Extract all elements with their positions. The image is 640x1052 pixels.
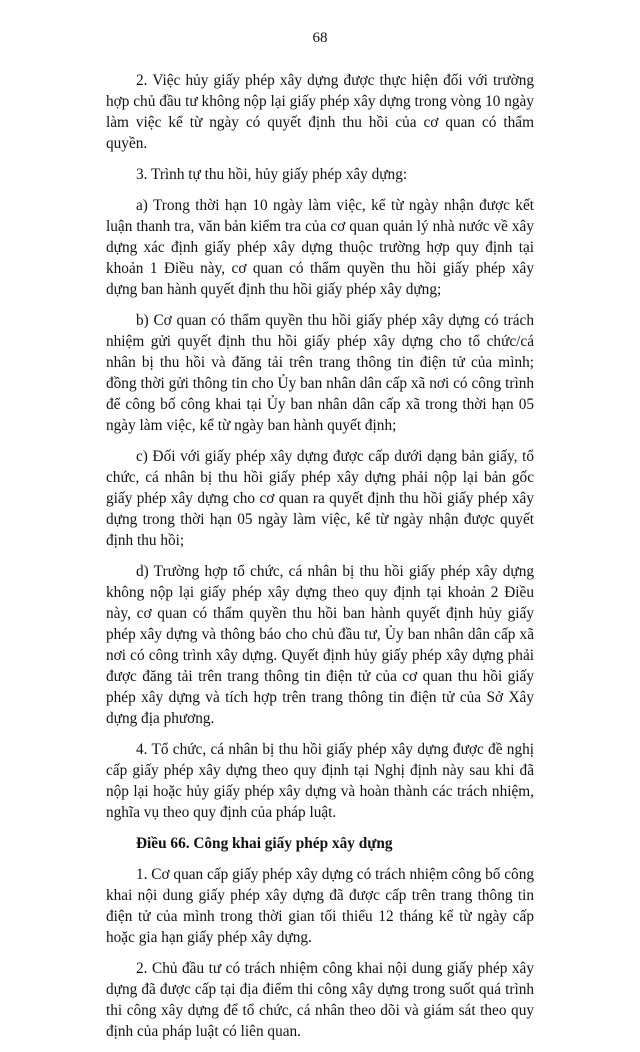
paragraph-clause-3: 3. Trình tự thu hồi, hủy giấy phép xây dựng: [136, 166, 408, 183]
paragraph-clause-2: 2. Việc hủy giấy phép xây dựng được thực hiện đối với trường hợp chủ đầu tư không nộp lại giấy phép xây dựng trong vòng 10 ngày làm việc kể từ ngày có quyết định thu hồi của cơ quan có thẩm quyền. [106, 72, 534, 152]
paragraph-point-a: a) Trong thời hạn 10 ngày làm việc, kể từ ngày nhận được kết luận thanh tra, văn bản kiểm tra của cơ quan quản lý nhà nước về xây dựng xác định giấy phép xây dựng thuộc trường hợp quy định tại khoản 1 Điều này, cơ quan có thẩm quyền thu hồi giấy phép xây dựng ban hành quyết định thu hồi giấy phép xây dựng; [106, 197, 534, 298]
paragraph-point-c: c) Đối với giấy phép xây dựng được cấp dưới dạng bản giấy, tổ chức, cá nhân bị thu hồi giấy phép xây dựng phải nộp lại bản gốc giấy phép xây dựng cho cơ quan ra quyết định thu hồi giấy phép xây dựng trong thời hạn 05 ngày làm việc, kể từ ngày nhận được quyết định thu hồi; [106, 448, 534, 549]
paragraph-clause-4: 4. Tổ chức, cá nhân bị thu hồi giấy phép xây dựng được đề nghị cấp giấy phép xây dựng theo quy định tại Nghị định này sau khi đã nộp lại hoặc hủy giấy phép xây dựng và hoàn thành các trách nhiệm, nghĩa vụ theo quy định của pháp luật. [106, 741, 534, 821]
page-number: 68 [312, 30, 328, 46]
paragraph-point-b: b) Cơ quan có thẩm quyền thu hồi giấy phép xây dựng có trách nhiệm gửi quyết định thu hồi giấy phép xây dựng cho tổ chức/cá nhân bị thu hồi và đăng tải trên trang thông tin điện tử của mình; đồng thời gửi thông tin cho Ủy ban nhân dân cấp xã nơi có công trình để công bố công khai tại Ủy ban nhân dân cấp xã trong thời hạn 05 ngày làm việc, kể từ ngày ban hành quyết định; [106, 312, 534, 434]
article-heading: Điều 66. Công khai giấy phép xây dựng [136, 835, 393, 852]
article-paragraph-2: 2. Chủ đầu tư có trách nhiệm công khai nội dung giấy phép xây dựng đã được cấp tại địa điểm thi công xây dựng trong suốt quá trình thi công xây dựng để tổ chức, cá nhân theo dõi và giám sát theo quy định của pháp luật có liên quan. [106, 960, 534, 1040]
article-paragraph-1: 1. Cơ quan cấp giấy phép xây dựng có trách nhiệm công bố công khai nội dung giấy phép xây dựng đã được cấp trên trang thông tin điện tử của mình trong thời gian tối thiểu 12 tháng kể từ ngày cấp hoặc gia hạn giấy phép xây dựng. [106, 866, 534, 946]
paragraph-point-d: d) Trường hợp tổ chức, cá nhân bị thu hồi giấy phép xây dựng không nộp lại giấy phép xây dựng theo quy định tại khoản 2 Điều này, cơ quan có thẩm quyền thu hồi ban hành quyết định hủy giấy phép xây dựng và thông báo cho chủ đầu tư, Ủy ban nhân dân cấp xã nơi có công trình xây dựng. Quyết định hủy giấy phép xây dựng phải được đăng tải trên trang thông tin điện tử của cơ quan thu hồi giấy phép xây dựng và tích hợp trên trang thông tin điện tử của Sở Xây dựng địa phương. [106, 563, 534, 727]
